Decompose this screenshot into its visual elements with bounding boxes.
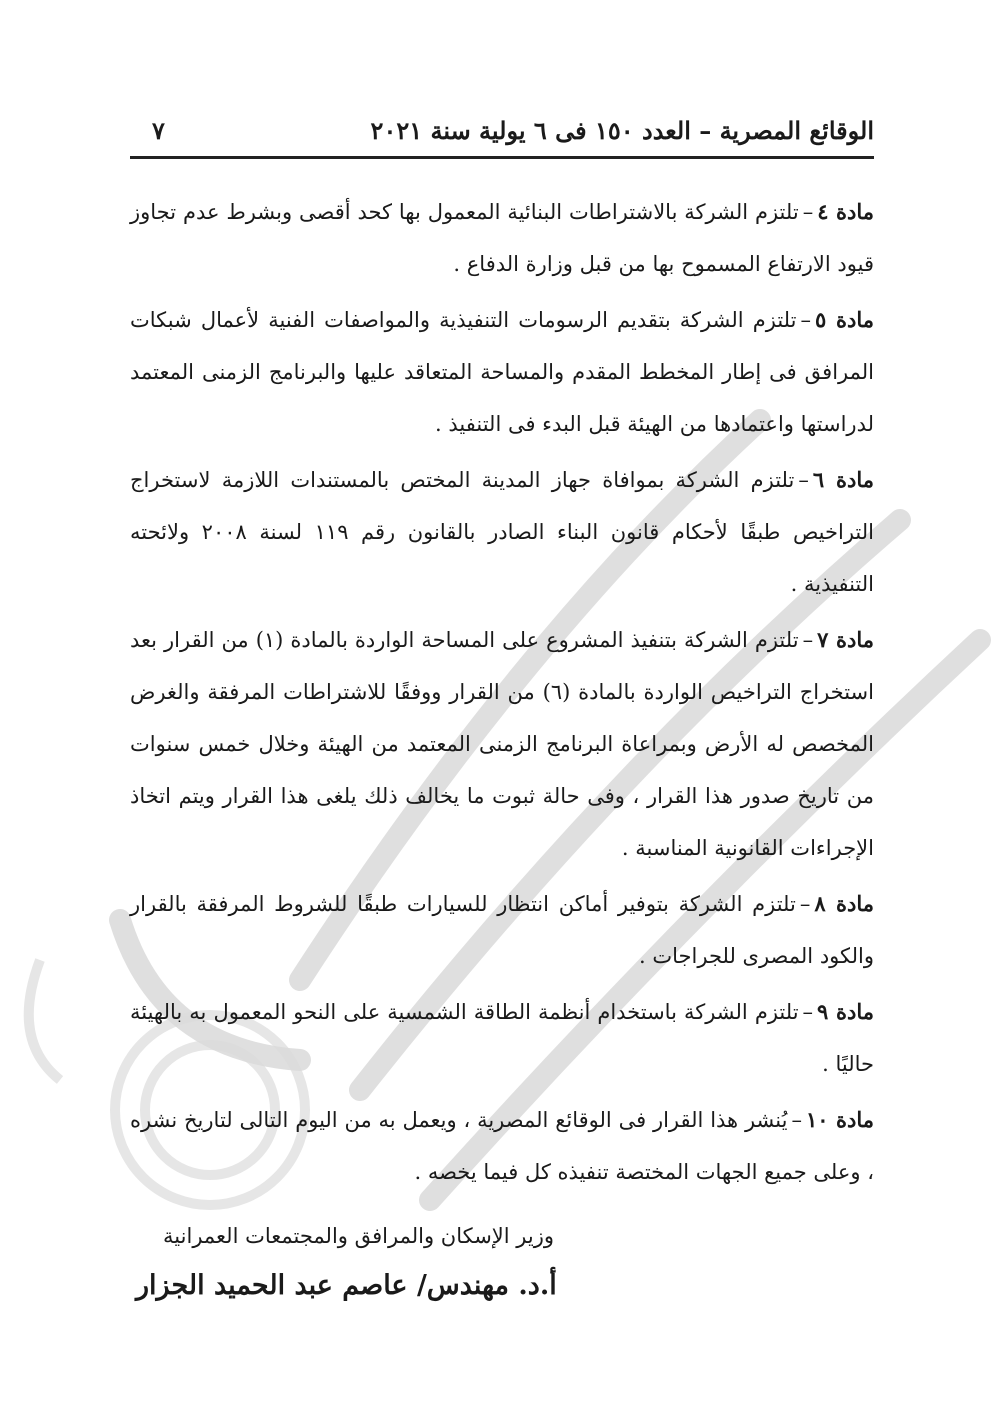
article-label: مادة ٧ [817,627,874,652]
gazette-title: الوقائع المصرية – العدد ١٥٠ فى ٦ يولية سنة ٢٠٢١ [370,116,874,145]
article-text: تلتزم الشركة بالاشتراطات البنائية المعمول بها كحد أقصى وبشرط عدم تجاوز قيود الارتفاع المسموح بها من قبل وزارة الدفاع . [130,200,874,276]
article-7: مادة ٧–تلتزم الشركة بتنفيذ المشروع على المساحة الواردة بالمادة (١) من القرار بعد استخراج التراخيص الواردة بالمادة (٦) من القرار ووفقًا للاشتراطات المرفقة والغرض المخصص له الأرض وبمراعاة البرنامج الزمنى المعتمد من الهيئة وخلال خمس سنوات من تاريخ صدور هذا القرار ، وفى حالة ثبوت ما يخالف ذلك يلغى هذا القرار ويتم اتخاذ الإجراءات القانونية المناسبة . [130,627,874,860]
article-label: مادة ٥ [814,307,874,332]
article-10: مادة ١٠–يُنشر هذا القرار فى الوقائع المصرية ، ويعمل به من اليوم التالى لتاريخ نشره ، وعلى جميع الجهات المختصة تنفيذه كل فيما يخصه . [130,1107,875,1184]
article-text: تلتزم الشركة بتنفيذ المشروع على المساحة الواردة بالمادة (١) من القرار بعد استخراج التراخيص الواردة بالمادة (٦) من القرار ووفقًا للاشتراطات المرفقة والغرض المخصص له الأرض وبمراعاة البرنامج الزمنى المعتمد من الهيئة وخلال خمس سنوات من تاريخ صدور هذا القرار ، وفى حالة ثبوت ما يخالف ذلك يلغى هذا القرار ويتم اتخاذ الإجراءات القانونية المناسبة . [130,628,874,860]
articles-body [130,186,874,1202]
article-text: تلتزم الشركة بتوفير أماكن انتظار للسيارات طبقًا للشروط المرفقة بالقرار والكود المصرى للجراجات . [130,892,874,968]
article-text: تلتزم الشركة باستخدام أنظمة الطاقة الشمسية على النحو المعمول به بالهيئة حاليًا . [130,1000,874,1076]
article-label: مادة ٤ [817,199,874,224]
article-4: مادة ٤–تلتزم الشركة بالاشتراطات البنائية المعمول بها كحد أقصى وبشرط عدم تجاوز قيود الارتفاع المسموح بها من قبل وزارة الدفاع . [130,199,874,276]
article-label: مادة ٨ [814,891,874,916]
article-5: مادة ٥–تلتزم الشركة بتقديم الرسومات التنفيذية والمواصفات الفنية لأعمال شبكات المرافق فى إطار المخطط المقدم والمساحة المتعاقد عليها والبرنامج الزمنى المعتمد لدراستها واعتمادها من الهيئة قبل البدء فى التنفيذ . [130,307,874,436]
article-8: مادة ٨–تلتزم الشركة بتوفير أماكن انتظار للسيارات طبقًا للشروط المرفقة بالقرار والكود المصرى للجراجات . [130,891,874,968]
minister-title: وزير الإسكان والمرافق والمجتمعات العمرانية [163,1224,554,1248]
minister-signature-name: أ.د. مهندس/ عاصم عبد الحميد الجزار [136,1270,557,1301]
article-6: مادة ٦–تلتزم الشركة بموافاة جهاز المدينة المختص بالمستندات اللازمة لاستخراج التراخيص طبقًا لأحكام قانون البناء الصادر بالقانون رقم ١١٩ لسنة ٢٠٠٨ ولائحته التنفيذية . [130,467,874,596]
article-text: تلتزم الشركة بتقديم الرسومات التنفيذية والمواصفات الفنية لأعمال شبكات المرافق فى إطار المخطط المقدم والمساحة المتعاقد عليها والبرنامج الزمنى المعتمد لدراستها واعتمادها من الهيئة قبل البدء فى التنفيذ . [130,308,874,436]
article-label: مادة ٩ [817,999,875,1024]
article-9: مادة ٩–تلتزم الشركة باستخدام أنظمة الطاقة الشمسية على النحو المعمول به بالهيئة حاليًا . [130,999,875,1076]
page-number: ٧ [152,116,165,145]
article-text: تلتزم الشركة بموافاة جهاز المدينة المختص بالمستندات اللازمة لاستخراج التراخيص طبقًا لأحكام قانون البناء الصادر بالقانون رقم ١١٩ لسنة ٢٠٠٨ ولائحته التنفيذية . [130,468,874,596]
article-text: يُنشر هذا القرار فى الوقائع المصرية ، ويعمل به من اليوم التالى لتاريخ نشره ، وعلى جميع الجهات المختصة تنفيذه كل فيما يخصه . [130,1108,874,1184]
article-label: مادة ٦ [812,467,874,492]
article-label: مادة ١٠ [805,1107,875,1132]
page-header [130,108,874,159]
